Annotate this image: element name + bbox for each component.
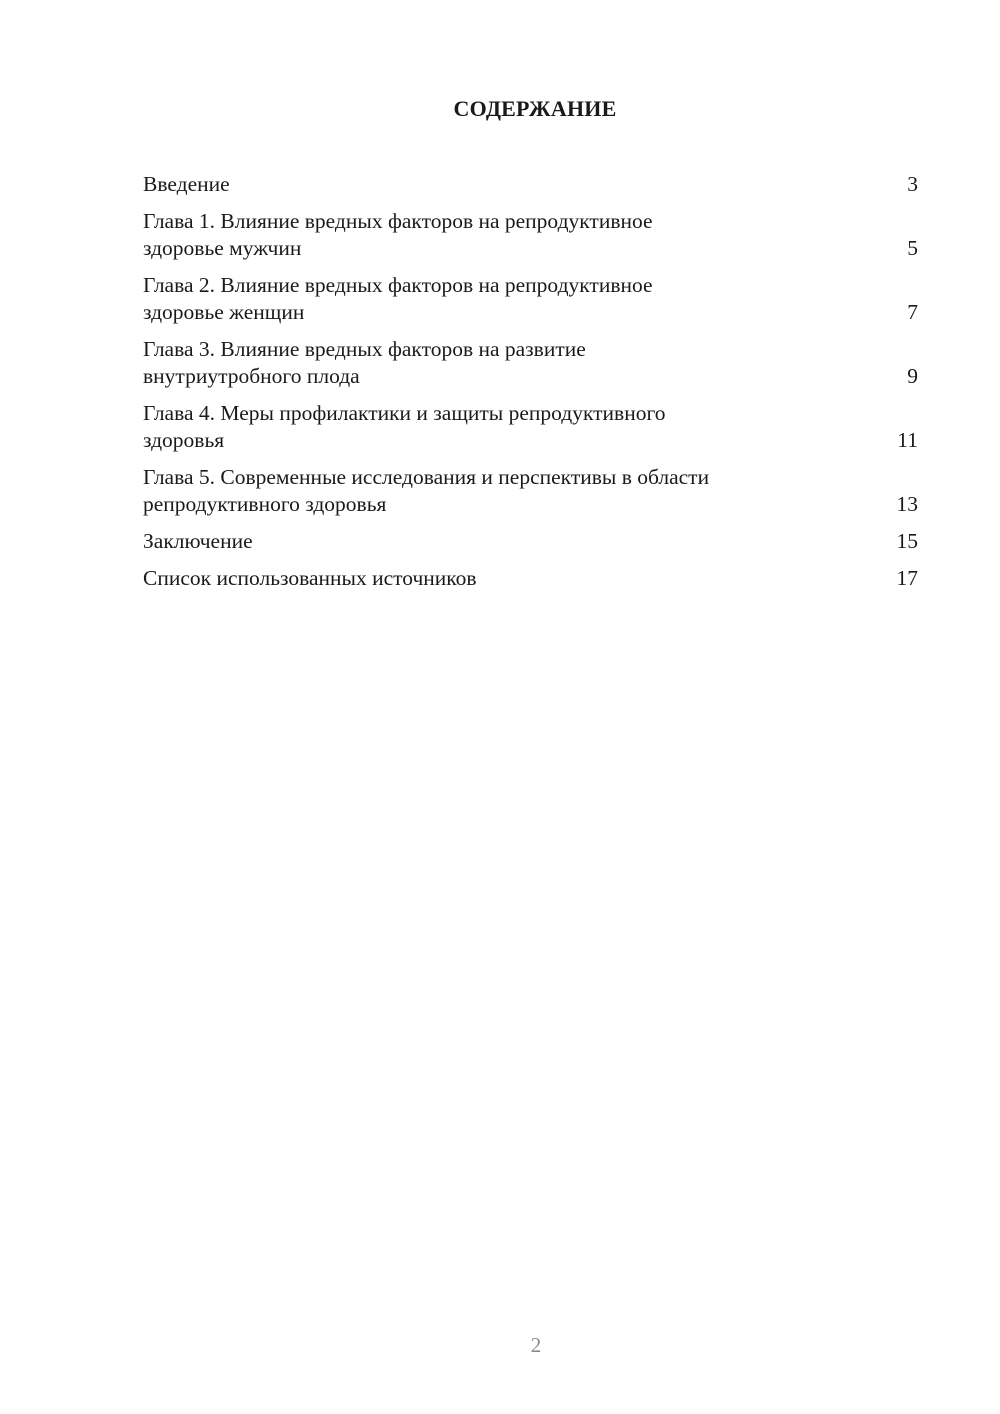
toc-entry-page: 3 (907, 172, 918, 196)
toc-entry-introduction (143, 171, 918, 198)
toc-entry-line: здоровье женщин (143, 300, 305, 324)
toc-entry-chapter-1 (143, 208, 918, 262)
toc-entry-page: 17 (896, 566, 918, 590)
toc-entry-line: внутриутробного плода (143, 364, 360, 388)
toc-entry-line: Глава 1. Влияние вредных факторов на репродуктивное (143, 209, 653, 233)
toc-entry-page: 7 (907, 300, 918, 324)
toc-entry-page: 13 (896, 492, 918, 516)
toc-entry-page: 15 (896, 529, 918, 553)
toc-entry-page: 11 (897, 428, 918, 452)
toc-entry-title (143, 336, 823, 390)
toc-entry-line: здоровья (143, 428, 225, 452)
toc-entry-references (143, 565, 918, 592)
toc-entry-chapter-5 (143, 464, 918, 518)
toc-entry-line: Список использованных источников (143, 566, 477, 590)
toc-entry-chapter-4 (143, 400, 918, 454)
toc-entry-page: 5 (907, 236, 918, 260)
toc-entry-line: репродуктивного здоровья (143, 492, 387, 516)
toc-entry-page: 9 (907, 364, 918, 388)
toc-entry-title (143, 272, 823, 326)
page-title: СОДЕРЖАНИЕ (453, 96, 617, 121)
toc-entry-line: здоровье мужчин (143, 236, 302, 260)
page-number: 2 (530, 1333, 542, 1357)
toc-entry-line: Глава 4. Меры профилактики и защиты репродуктивного (143, 401, 666, 425)
toc-entry-line: Глава 5. Современные исследования и перспективы в области (143, 465, 710, 489)
toc-entry-line: Введение (143, 172, 230, 196)
toc-entry-title (143, 464, 823, 518)
table-of-contents (143, 171, 918, 602)
toc-entry-chapter-3 (143, 336, 918, 390)
toc-entry-line: Глава 2. Влияние вредных факторов на репродуктивное (143, 273, 653, 297)
toc-entry-line: Заключение (143, 529, 253, 553)
toc-entry-title (143, 208, 823, 262)
toc-entry-conclusion (143, 528, 918, 555)
toc-entry-title (143, 528, 823, 555)
toc-entry-title (143, 171, 823, 198)
toc-entry-chapter-2 (143, 272, 918, 326)
toc-entry-title (143, 565, 823, 592)
toc-entry-line: Глава 3. Влияние вредных факторов на развитие (143, 337, 586, 361)
toc-entry-title (143, 400, 823, 454)
